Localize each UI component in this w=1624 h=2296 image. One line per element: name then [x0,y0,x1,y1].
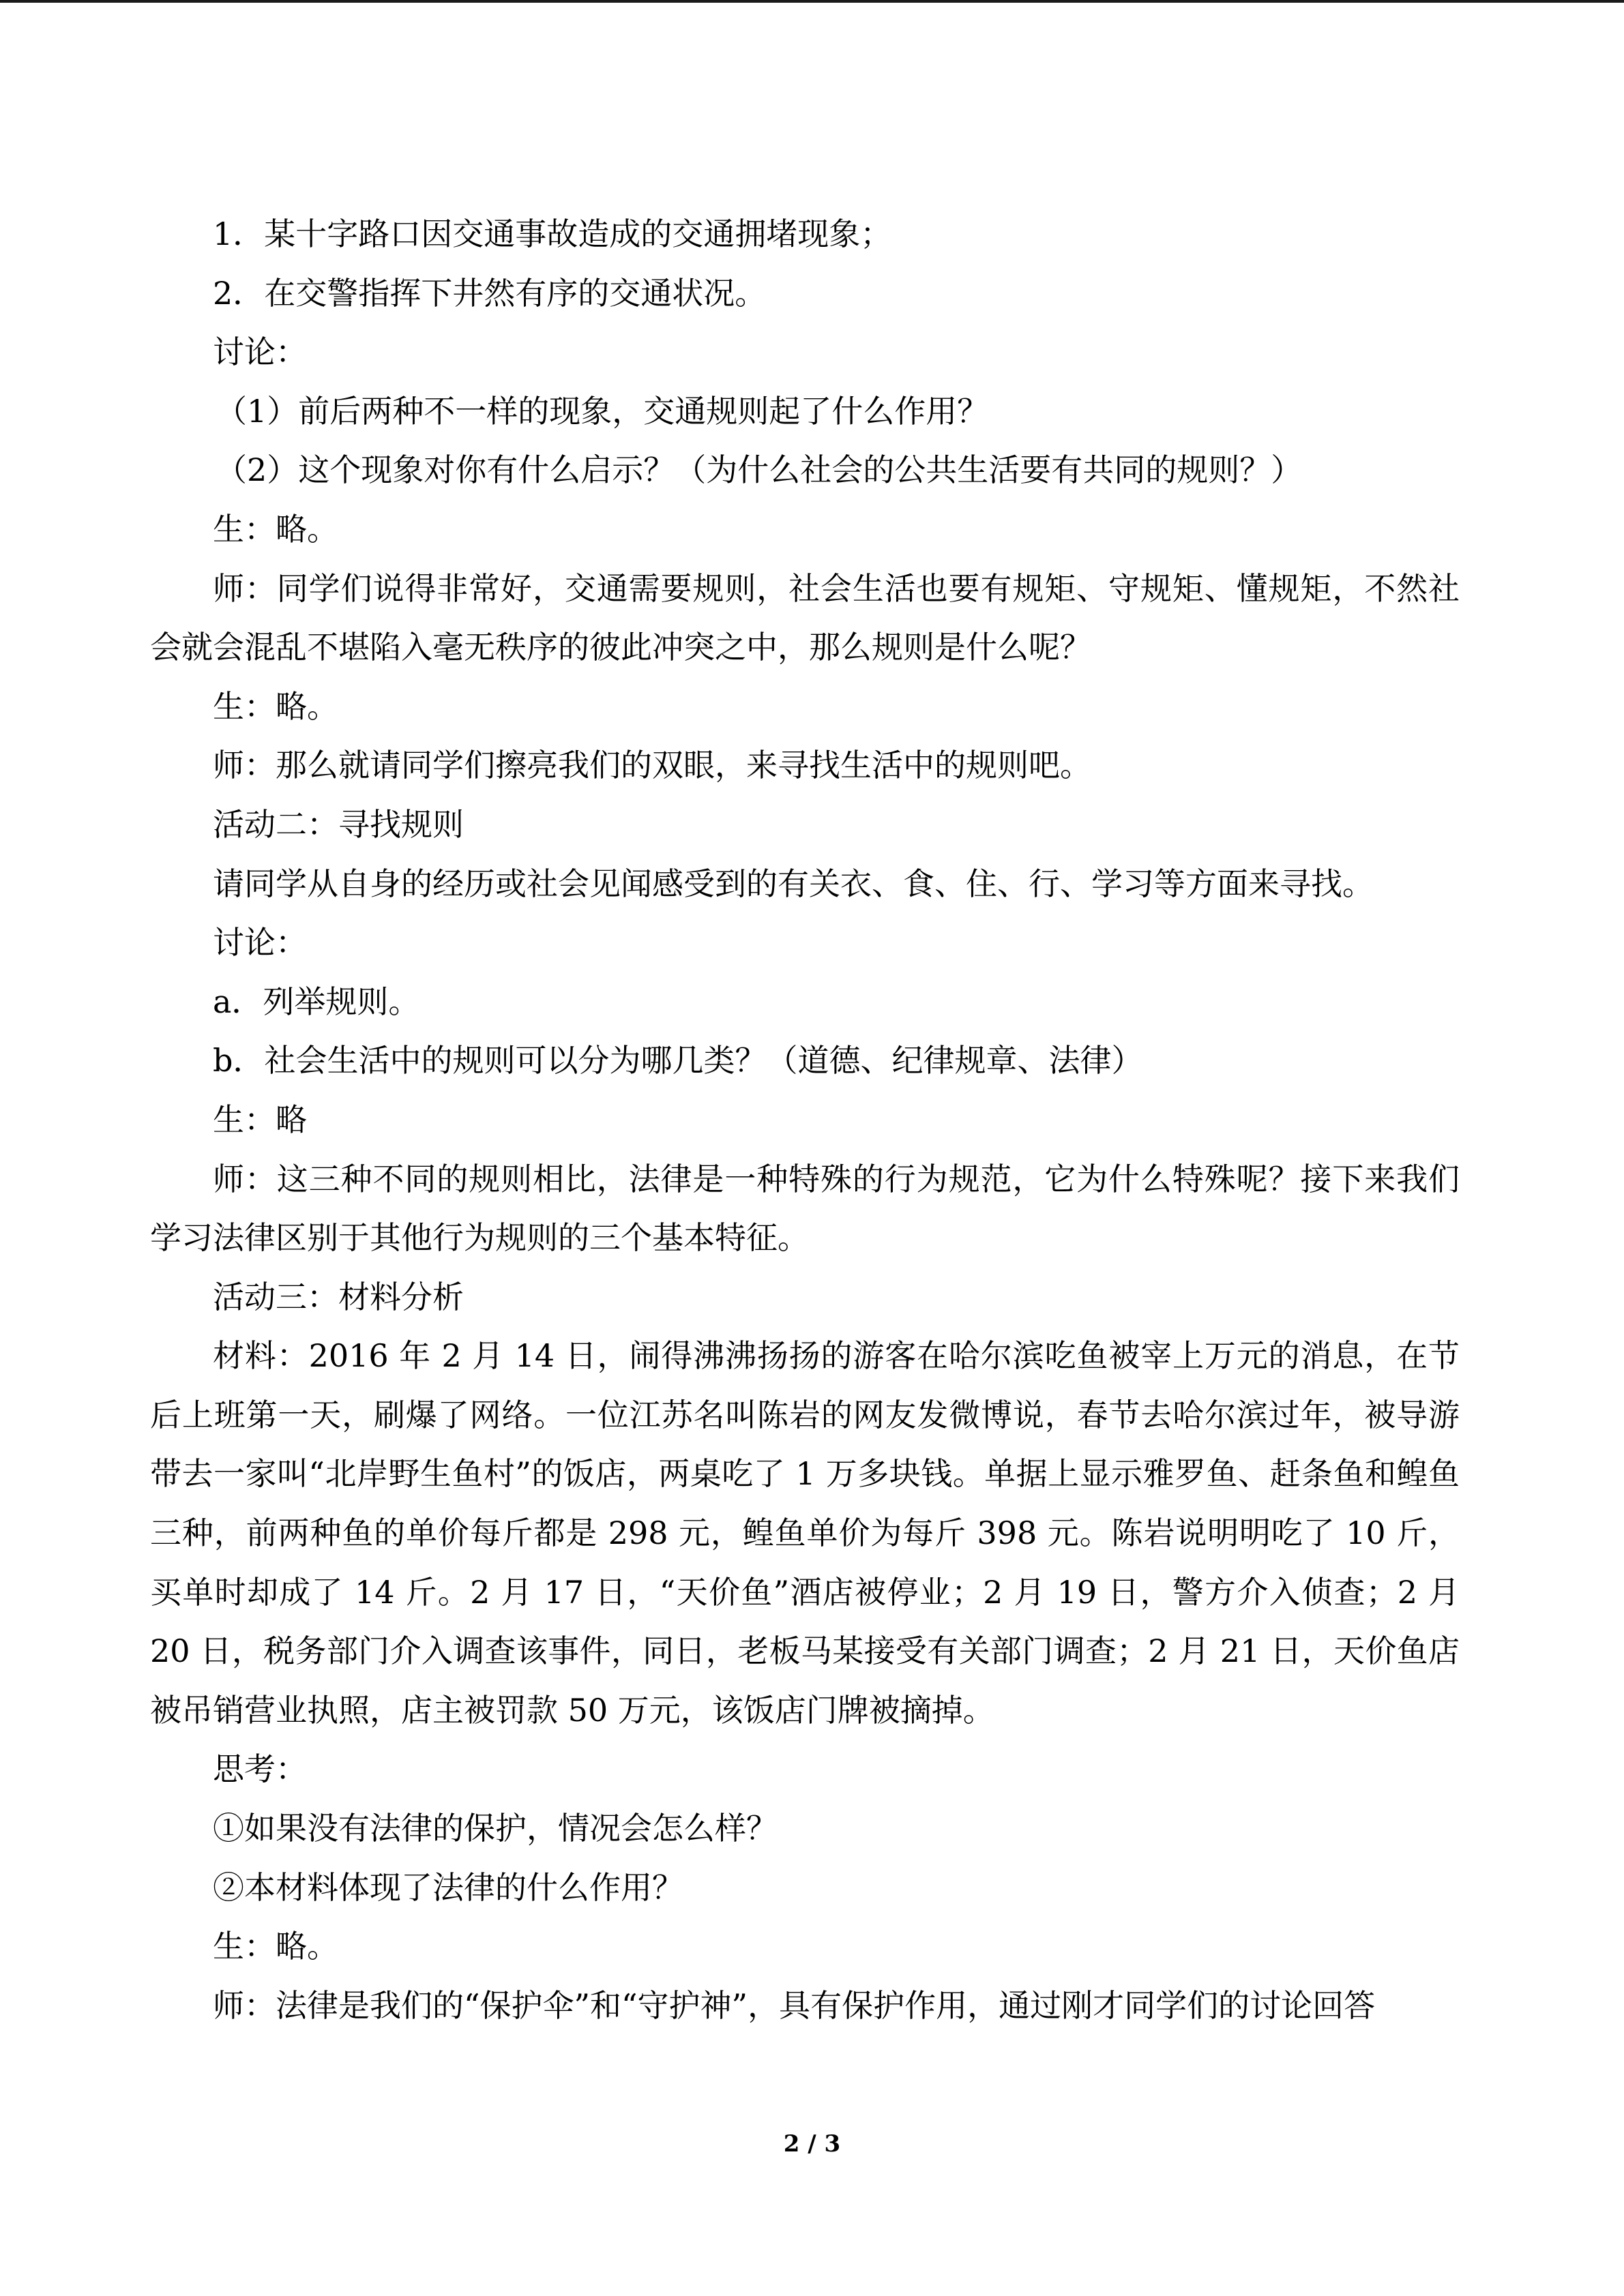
document-body [150,205,1460,2035]
list-item-1: 1．某十字路口因交通事故造成的交通拥堵现象； [213,215,892,252]
teacher-paragraph: 师：法律是我们的“保护伞”和“守护神”，具有保护作用，通过刚才同学们的讨论回答 [213,1986,1376,2024]
teacher-paragraph: 师：同学们说得非常好，交通需要规则，社会生活也要有规矩、守规矩、懂规矩，不然社会就会混乱不堪陷入毫无秩序的彼此冲突之中，那么规则是什么呢？ [150,569,1460,666]
instruction-line: 请同学从自身的经历或社会见闻感受到的有关衣、食、住、行、学习等方面来寻找。 [213,865,1374,902]
discussion-heading: 讨论： [213,924,307,961]
think-question-1: ①如果没有法律的保护，情况会怎么样？ [213,1810,778,1847]
activity-heading: 活动二：寻找规则 [213,805,464,843]
teacher-line: 师：那么就请同学们擦亮我们的双眼，来寻找生活中的规则吧。 [213,747,1091,784]
think-question-2: ②本材料体现了法律的什么作用？ [213,1868,683,1906]
activity-heading: 活动三：材料分析 [213,1278,464,1315]
student-reply: 生：略。 [213,687,338,725]
discussion-heading: 讨论： [213,333,307,371]
student-reply: 生：略。 [213,510,338,548]
page-number: 2 / 3 [783,2130,841,2158]
think-heading: 思考： [213,1750,307,1788]
student-reply: 生：略。 [213,1928,338,1965]
page-top-border [0,0,1624,3]
student-reply: 生：略 [213,1101,307,1138]
discussion-item-a: a．列举规则。 [213,983,420,1020]
material-paragraph: 材料：2016 年 2 月 14 日，闹得沸沸扬扬的游客在哈尔滨吃鱼被宰上万元的消息，在节后上班第一天，刷爆了网络。一位江苏名叫陈岩的网友发微博说，春节去哈尔滨过年，被导游带去一家叫“北岸野生鱼村”的饭店，两桌吃了 1 万多块钱。单据上显示雅罗鱼、赶条鱼和鳇鱼三种，前两种鱼的单价每斤都是 298 元，鳇鱼单价为每斤 398 元。陈岩说明明吃了 10 斤，买单时却成了 14 斤。2 月 17 日，“天价鱼”酒店被停业；2 月 19 日，警方介入侦查；2 月 20 日，税务部门介入调查该事件，同日，老板马某接受有关部门调查；2 月 21 日，天价鱼店被吊销营业执照，店主被罚款 50 万元，该饭店门牌被摘掉。 [150,1337,1460,1729]
question-1: （1）前后两种不一样的现象，交通规则起了什么作用？ [216,392,989,430]
question-2: （2）这个现象对你有什么启示？（为什么社会的公共生活要有共同的规则？） [216,451,1303,489]
list-item-2: 2．在交警指挥下井然有序的交通状况。 [213,274,767,312]
teacher-paragraph: 师：这三种不同的规则相比，法律是一种特殊的行为规范，它为什么特殊呢？接下来我们学习法律区别于其他行为规则的三个基本特征。 [150,1160,1460,1257]
discussion-item-b: b．社会生活中的规则可以分为哪几类？（道德、纪律规章、法律） [213,1042,1143,1079]
